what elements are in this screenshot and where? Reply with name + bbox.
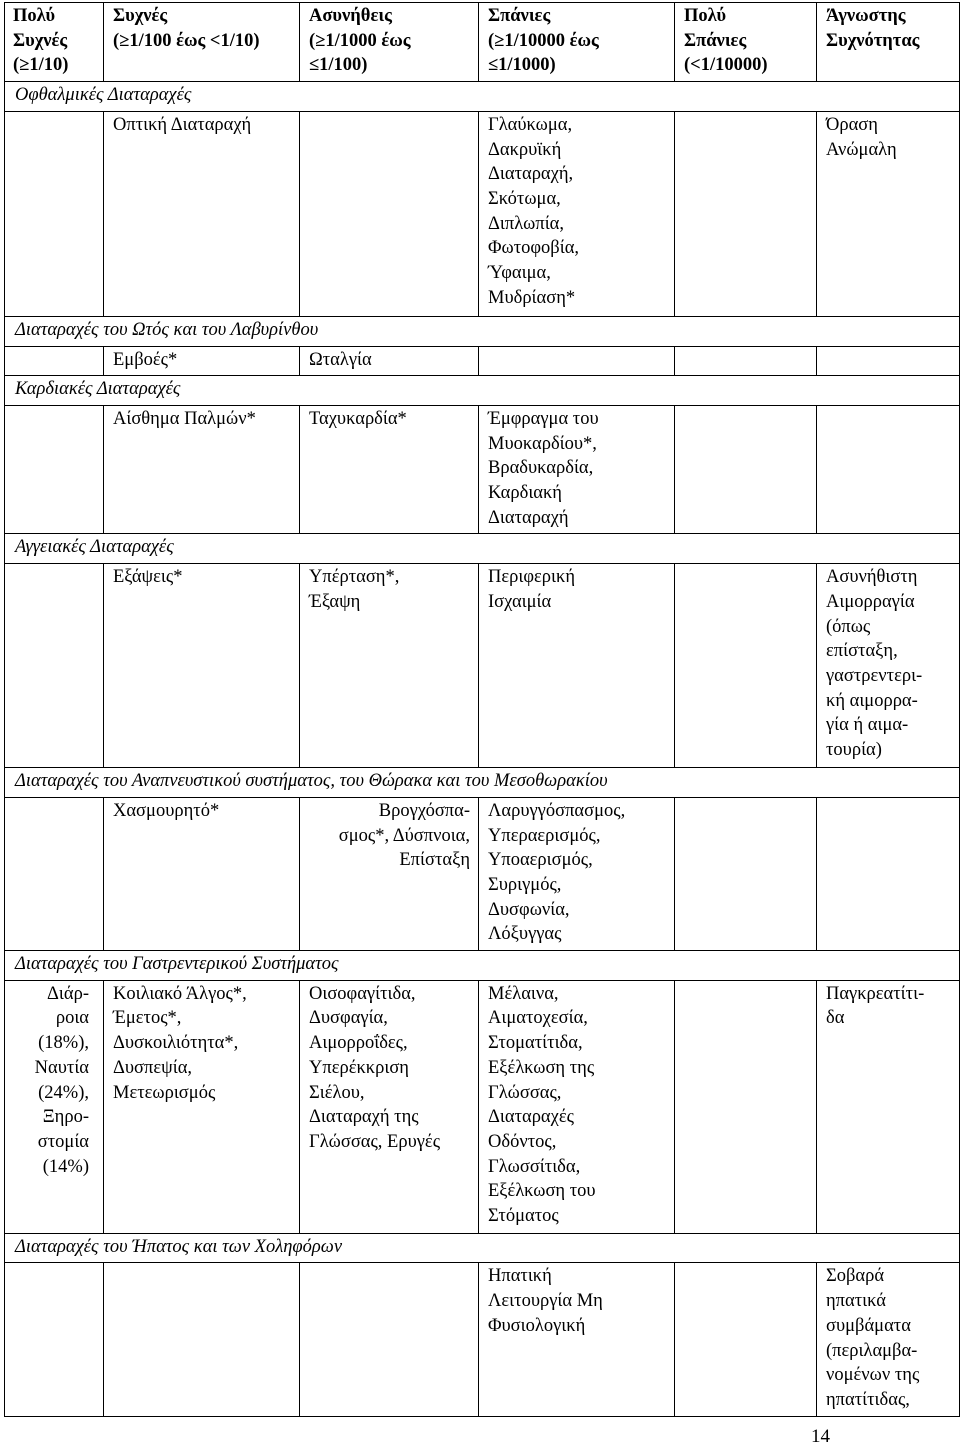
cell-very-common [5,111,104,316]
cell-unknown: Ασυνήθιστη Αιμορραγία (όπως επίσταξη, γαστρεντερι- κή αιμορρα- γία ή αιμα- τουρία) [817,564,960,768]
section-title-cardiac: Καρδιακές Διαταραχές [5,376,960,406]
cell-unknown: Σοβαρά ηπατικά συμβάματα (περιλαμβα- νομένων της ηπατίτιδας, [817,1263,960,1416]
section-title-eye: Οφθαλμικές Διαταραχές [5,82,960,112]
data-row-vascular [5,564,960,768]
cell-unknown [817,405,960,534]
cell-rare: Έμφραγμα του Μυοκαρδίου*, Βραδυκαρδία, Καρδιακή Διαταραχή [479,405,675,534]
cell-unknown: Όραση Ανώμαλη [817,111,960,316]
data-row-gi [5,980,960,1233]
cell-uncommon [300,1263,479,1416]
section-row-ear [5,316,960,346]
section-title-ear: Διαταραχές του Ωτός και του Λαβυρίνθου [5,316,960,346]
header-very-common: Πολύ Συχνές (≥1/10) [5,3,104,82]
section-title-hepatobiliary: Διαταραχές του Ήπατος και των Χοληφόρων [5,1233,960,1263]
data-row-respiratory [5,797,960,950]
cell-common: Αίσθημα Παλμών* [104,405,300,534]
section-row-hepatobiliary [5,1233,960,1263]
cell-uncommon: Υπέρταση*, Έξαψη [300,564,479,768]
header-row [5,3,960,82]
adverse-reactions-table [4,2,960,1417]
cell-very-common [5,1263,104,1416]
header-rare: Σπάνιες (≥1/10000 έως ≤1/1000) [479,3,675,82]
page-number: 14 [811,1426,830,1447]
cell-very-rare [675,405,817,534]
section-row-respiratory [5,768,960,798]
section-title-vascular: Αγγειακές Διαταραχές [5,534,960,564]
cell-very-rare [675,1263,817,1416]
cell-common: Εξάψεις* [104,564,300,768]
header-uncommon: Ασυνήθεις (≥1/1000 έως ≤1/100) [300,3,479,82]
cell-common: Οπτική Διαταραχή [104,111,300,316]
cell-very-common [5,346,104,376]
cell-very-rare [675,111,817,316]
cell-common: Εμβοές* [104,346,300,376]
cell-very-rare [675,564,817,768]
section-row-eye [5,82,960,112]
cell-rare: Ηπατική Λειτουργία Μη Φυσιολογική [479,1263,675,1416]
cell-very-common [5,405,104,534]
cell-very-rare [675,346,817,376]
cell-very-rare [675,797,817,950]
cell-rare: Περιφερική Ισχαιμία [479,564,675,768]
cell-very-common [5,797,104,950]
data-row-ear [5,346,960,376]
cell-uncommon [300,111,479,316]
data-row-eye [5,111,960,316]
section-row-gi [5,951,960,981]
cell-rare: Γλαύκωμα, Δακρυϊκή Διαταραχή, Σκότωμα, Διπλωπία, Φωτοφοβία, Ύφαιμα, Μυδρίαση* [479,111,675,316]
cell-rare: Λαρυγγόσπασμος, Υπεραερισμός, Υποαερισμός, Συριγμός, Δυσφωνία, Λόξυγγας [479,797,675,950]
cell-rare [479,346,675,376]
cell-unknown [817,797,960,950]
section-row-vascular [5,534,960,564]
cell-common: Κοιλιακό Άλγος*, Έμετος*, Δυσκοιλιότητα*, Δυσπεψία, Μετεωρισμός [104,980,300,1233]
cell-common [104,1263,300,1416]
cell-common: Χασμουρητό* [104,797,300,950]
cell-uncommon: Ταχυκαρδία* [300,405,479,534]
section-row-cardiac [5,376,960,406]
cell-unknown [817,346,960,376]
section-title-respiratory: Διαταραχές του Αναπνευστικού συστήματος, του Θώρακα και του Μεσοθωρακίου [5,768,960,798]
cell-very-common [5,564,104,768]
data-row-hepatobiliary [5,1263,960,1416]
cell-very-common: Διάρ- ροια (18%), Ναυτία (24%), Ξηρο- στομία (14%) [5,980,104,1233]
header-unknown: Άγνωστης Συχνότητας [817,3,960,82]
cell-uncommon: Οισοφαγίτιδα, Δυσφαγία, Αιμορροΐδες, Υπερέκκριση Σιέλου, Διαταραχή της Γλώσσας, Ερυγές [300,980,479,1233]
cell-uncommon: Ωταλγία [300,346,479,376]
cell-uncommon: Βρογχόσπα- σμος*, Δύσπνοια, Επίσταξη [300,797,479,950]
header-common: Συχνές (≥1/100 έως <1/10) [104,3,300,82]
cell-unknown: Παγκρεατίτι- δα [817,980,960,1233]
cell-rare: Μέλαινα, Αιματοχεσία, Στοματίτιδα, Εξέλκωση της Γλώσσας, Διαταραχές Οδόντος, Γλωσσίτιδα, Εξέλκωση του Στόματος [479,980,675,1233]
data-row-cardiac [5,405,960,534]
header-very-rare: Πολύ Σπάνιες (<1/10000) [675,3,817,82]
cell-very-rare [675,980,817,1233]
section-title-gi: Διαταραχές του Γαστρεντερικού Συστήματος [5,951,960,981]
